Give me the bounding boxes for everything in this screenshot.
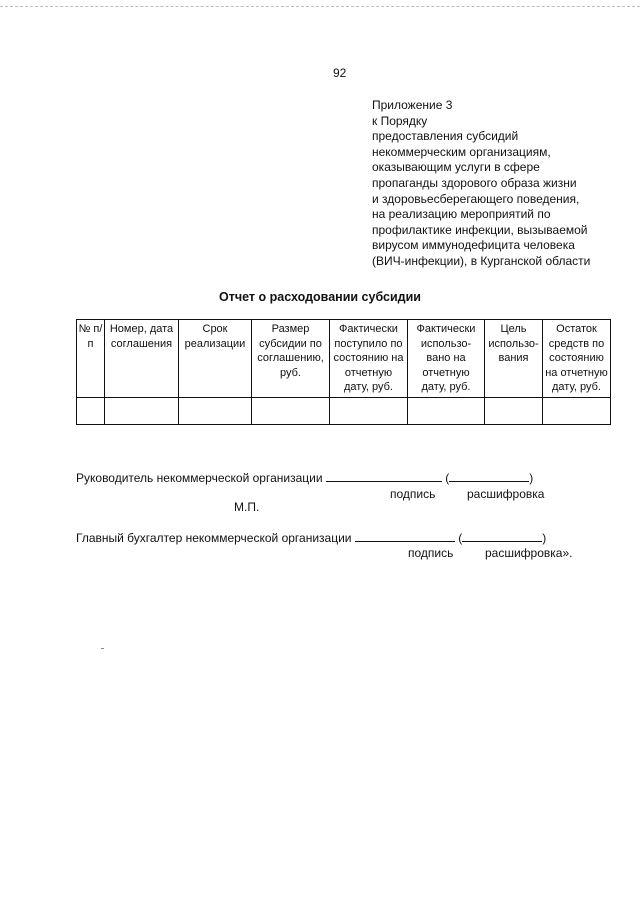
appendix-line: профилактике инфекции, вызываемой [372, 222, 588, 237]
accountant-sub-decoding: расшифровка». [485, 546, 573, 560]
report-table [76, 319, 611, 425]
appendix-line: и здоровьесберегающего поведения, [372, 191, 580, 206]
appendix-line: оказывающим услуги в сфере [372, 160, 540, 175]
table-cell [543, 397, 611, 424]
accountant-signature-blank[interactable] [355, 530, 455, 542]
accountant-sub-signature: подпись [408, 546, 454, 560]
page-number: 92 [333, 66, 347, 80]
top-border-rule [0, 6, 640, 7]
accountant-close-paren: ) [542, 531, 547, 545]
table-cell [77, 397, 105, 424]
appendix-header [372, 98, 632, 270]
column-header-purpose: Цель использо-вания [485, 320, 543, 398]
column-header-balance: Остаток средств по состоянию на отчетную дату, руб. [543, 320, 611, 398]
accountant-signature-label: Главный бухгалтер некоммерческой организации [76, 531, 352, 545]
head-decoding-blank[interactable] [449, 470, 529, 482]
appendix-line: к Порядку [372, 113, 428, 128]
appendix-line: вирусом иммунодефицита человека [372, 238, 575, 253]
column-header-term: Срок реализации [179, 320, 252, 398]
table-cell [252, 397, 330, 424]
accountant-signature-line [76, 530, 546, 545]
head-open-paren: ( [445, 471, 450, 485]
head-close-paren: ) [529, 471, 534, 485]
head-sub-decoding: расшифровка [467, 487, 545, 501]
head-signature-line [76, 470, 533, 485]
column-header-subsidy-amount: Размер субсидии по соглашению, руб. [252, 320, 330, 398]
table-cell [105, 397, 179, 424]
table-header-row [77, 320, 611, 398]
appendix-line: пропаганды здорового образа жизни [372, 175, 577, 190]
column-header-agreement: Номер, дата соглашения [105, 320, 179, 398]
accountant-open-paren: ( [458, 531, 463, 545]
appendix-line: (ВИЧ-инфекции), в Курганской области [372, 253, 591, 268]
accountant-decoding-blank[interactable] [462, 530, 542, 542]
head-signature-label: Руководитель некоммерческой организации [76, 471, 323, 485]
column-header-used: Фактически использо-вано на отчетную дату, руб. [408, 320, 485, 398]
appendix-line: на реализацию мероприятий по [372, 207, 551, 222]
stamp-placeholder: М.П. [234, 500, 260, 514]
appendix-line: некоммерческим организациям, [372, 144, 551, 159]
head-signature-blank[interactable] [326, 470, 442, 482]
table-row [77, 397, 611, 424]
table-cell [485, 397, 543, 424]
table-cell [330, 397, 408, 424]
report-title: Отчет о расходовании субсидии [219, 290, 421, 304]
scan-artifact-mark [101, 648, 104, 649]
appendix-line: предоставления субсидий [372, 129, 519, 144]
table-cell [179, 397, 252, 424]
head-sub-signature: подпись [390, 487, 436, 501]
column-header-number: № п/п [77, 320, 105, 398]
column-header-received: Фактически поступило по состоянию на отчетную дату, руб. [330, 320, 408, 398]
table-cell [408, 397, 485, 424]
appendix-line: Приложение 3 [372, 98, 453, 112]
